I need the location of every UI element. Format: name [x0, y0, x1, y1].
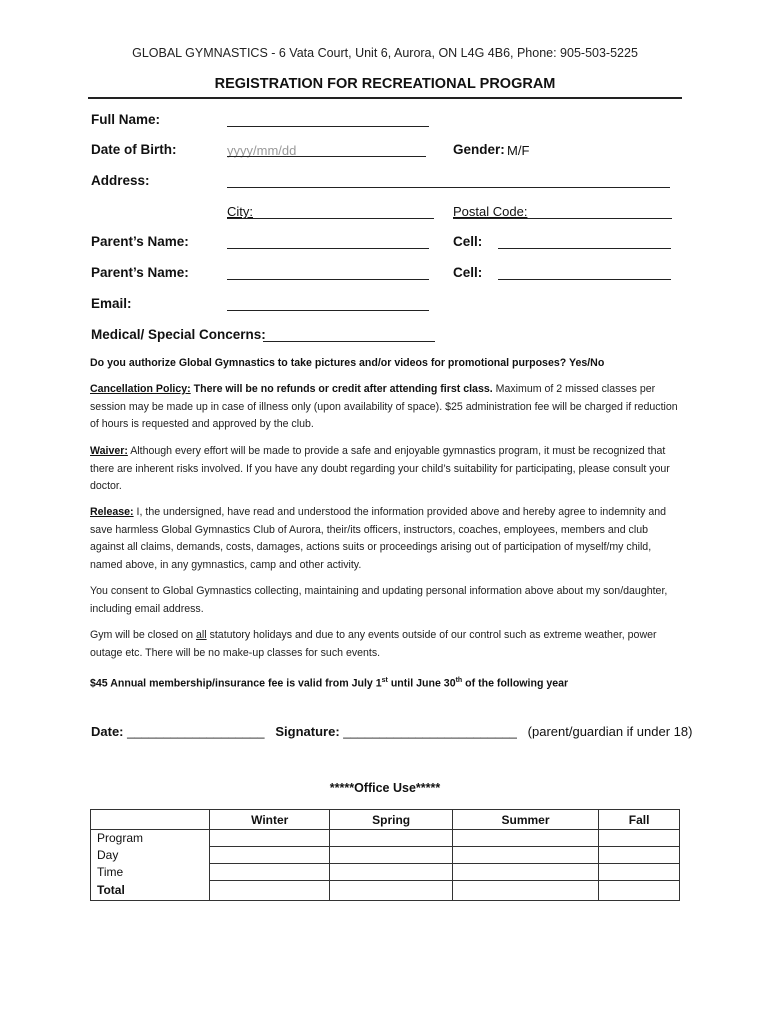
dob-placeholder: yyyy/mm/dd	[227, 143, 297, 158]
row-label-program: Program	[91, 830, 210, 847]
waiver-heading: Waiver:	[90, 445, 128, 457]
table-header-summer: Summer	[452, 810, 598, 830]
email-field[interactable]	[227, 310, 429, 311]
table-header-empty	[91, 810, 210, 830]
table-cell[interactable]	[330, 847, 452, 864]
date-label: Date:	[91, 724, 124, 739]
table-row	[91, 830, 680, 847]
release-text: I, the undersigned, have read and understood the information provided above and hereby agree to indemnity and save harmless Global Gymnastics Club of Aurora, their/its officers, instructors, coaches, employees, members and club against all claims, demands, costs, damages, actions suits or proceedings arising out of participation of myself/my child, named above, in any gymnastics, camp and other activity.	[90, 506, 667, 571]
table-row	[91, 847, 680, 864]
table-cell[interactable]	[599, 881, 680, 901]
row-label-day: Day	[91, 847, 210, 864]
fee-text-a: $45 Annual membership/insurance fee is valid from July 1	[90, 677, 382, 690]
table-cell[interactable]	[330, 830, 452, 847]
fee-sup-2: th	[455, 677, 463, 684]
table-header-winter: Winter	[210, 810, 330, 830]
date-field[interactable]: ___________________	[127, 724, 265, 739]
waiver-text: Although every effort will be made to provide a safe and enjoyable gymnastics program, it must be recognized that there are inherent risks involved. If you have any doubt regarding your child’s suitability for participating, please consult your doctor.	[90, 445, 670, 492]
closure-text-all: all	[196, 629, 207, 641]
signature-field[interactable]: ________________________	[343, 724, 517, 739]
header-address: GLOBAL GYMNASTICS - 6 Vata Court, Unit 6, Aurora, ON L4G 4B6, Phone: 905-503-5225	[132, 46, 638, 60]
membership-fee-note	[90, 672, 682, 693]
row-label-total: Total	[91, 881, 210, 901]
fee-text-c: of the following year	[465, 677, 569, 690]
city-field[interactable]	[227, 218, 434, 219]
release	[90, 504, 682, 574]
gender-label: Gender:	[453, 142, 505, 157]
table-header-spring: Spring	[330, 810, 452, 830]
table-cell[interactable]	[210, 881, 330, 901]
dob-field[interactable]	[227, 156, 426, 157]
release-heading: Release:	[90, 506, 134, 518]
waiver	[90, 443, 682, 496]
signature-label: Signature:	[275, 724, 340, 739]
table-header-row	[91, 810, 680, 830]
table-cell[interactable]	[210, 847, 330, 864]
table-cell[interactable]	[599, 847, 680, 864]
title-rule	[88, 97, 682, 99]
address-label: Address:	[91, 173, 150, 188]
table-cell[interactable]	[330, 864, 452, 881]
table-row	[91, 881, 680, 901]
dob-label: Date of Birth:	[91, 142, 177, 157]
parent1-field[interactable]	[227, 248, 429, 249]
cell1-label: Cell:	[453, 234, 483, 249]
postal-code-field[interactable]	[453, 218, 672, 219]
postal-code-label: Postal Code:	[453, 204, 528, 219]
parent2-label: Parent’s Name:	[91, 265, 189, 280]
medical-label: Medical/ Special Concerns:	[91, 327, 266, 342]
table-header-fall: Fall	[599, 810, 680, 830]
table-cell[interactable]	[210, 830, 330, 847]
closure-text-pre: Gym will be closed on	[90, 629, 194, 641]
cancellation-text: Maximum of 2 missed classes per session may be made up in case of illness only (upon availability of space). $25 administration fee will be charged if reduction of hours is requested and approved by the club.	[90, 383, 678, 430]
table-cell[interactable]	[452, 881, 598, 901]
office-use-title: *****Office Use*****	[329, 781, 441, 795]
cancellation-heading: Cancellation Policy:	[90, 383, 191, 395]
table-row	[91, 864, 680, 881]
medical-field[interactable]	[263, 341, 435, 342]
gender-options[interactable]: M/F	[507, 143, 530, 158]
full-name-field[interactable]	[227, 126, 429, 127]
closure-notice	[90, 627, 682, 662]
office-use-table	[90, 809, 680, 901]
parent2-field[interactable]	[227, 279, 429, 280]
table-cell[interactable]	[452, 864, 598, 881]
cell2-label: Cell:	[453, 265, 483, 280]
table-cell[interactable]	[599, 830, 680, 847]
table-cell[interactable]	[210, 864, 330, 881]
closure-text-post: statutory holidays and due to any events outside of our control such as extreme weather, power outage etc. There will be no make-up classes for such events.	[90, 629, 657, 659]
table-cell[interactable]	[330, 881, 452, 901]
table-cell[interactable]	[452, 830, 598, 847]
cancellation-bold-text: There will be no refunds or credit after attending first class.	[193, 383, 493, 395]
address-field[interactable]	[227, 187, 670, 188]
table-cell[interactable]	[452, 847, 598, 864]
parent1-label: Parent’s Name:	[91, 234, 189, 249]
form-title: REGISTRATION FOR RECREATIONAL PROGRAM	[214, 76, 556, 92]
fee-text-b: until June 30	[390, 677, 456, 690]
consent-text: You consent to Global Gymnastics collecting, maintaining and updating personal information above about my son/daughter, including email address.	[90, 585, 668, 615]
photo-consent-question: Do you authorize Global Gymnastics to take pictures and/or videos for promotional purposes? Yes/No	[90, 357, 605, 369]
city-label: City:	[227, 204, 253, 219]
guardian-note: (parent/guardian if under 18)	[527, 724, 693, 739]
email-label: Email:	[91, 296, 132, 311]
row-label-time: Time	[91, 864, 210, 881]
date-signature-row	[91, 724, 692, 739]
table-cell[interactable]	[599, 864, 680, 881]
fee-sup-1: st	[381, 677, 388, 684]
cell1-field[interactable]	[498, 248, 671, 249]
full-name-label: Full Name:	[91, 112, 161, 127]
cancellation-policy	[90, 381, 682, 434]
cell2-field[interactable]	[498, 279, 671, 280]
